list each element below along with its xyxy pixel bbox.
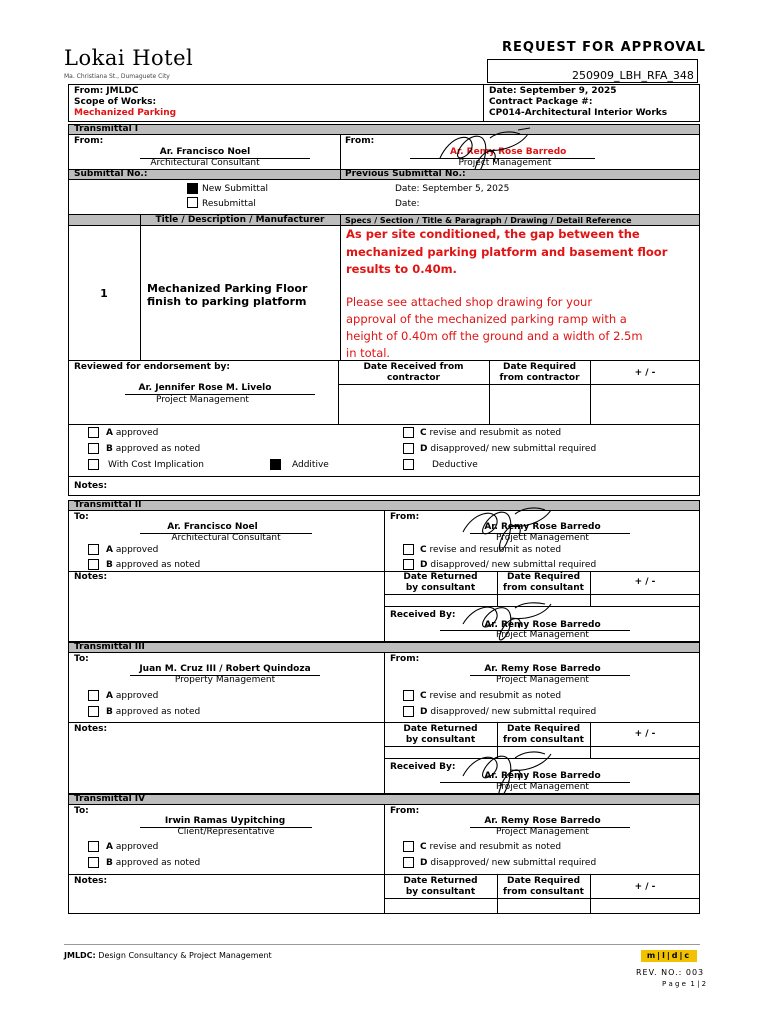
resubmittal-date: Date: [395, 199, 420, 209]
doc-number: 250909_LBH_RFA_348 [572, 69, 694, 82]
t2-received-role: Project Management [496, 630, 589, 640]
t2-to-label: To: [74, 512, 89, 522]
t1-approved-label: A approved [106, 428, 159, 438]
item-desc-line1: Mechanized Parking Floor [147, 282, 308, 295]
t2-date-required-2: from consultant [503, 583, 584, 593]
t2-revise-label: C revise and resubmit as noted [420, 545, 562, 555]
hotel-address: Ma. Christiana St., Dumaguete City [64, 73, 170, 80]
t4-to-name: Irwin Ramas Uypitching [164, 816, 286, 826]
t1-from-name: Ar. Francisco Noel [159, 147, 251, 157]
new-submittal-label: New Submittal [202, 184, 268, 194]
t2-disapproved-label: D disapproved/ new submittal required [420, 560, 597, 570]
transmittal-1-title: Transmittal I [74, 124, 139, 134]
t2-disapproved-checkbox[interactable] [403, 559, 414, 570]
spec-line2: approval of the mechanized parking ramp with a [346, 312, 627, 326]
footer-company: JMLDC: Design Consultancy & Project Management [64, 951, 272, 960]
t2-from-name: Ar. Remy Rose Barredo [484, 522, 601, 532]
t3-revise-checkbox[interactable] [403, 690, 414, 701]
t2-date-required-1: Date Required [506, 572, 581, 582]
t3-from-label: From: [390, 654, 420, 664]
form-title: REQUEST FOR APPROVAL [502, 40, 706, 55]
t3-revise-label: C revise and resubmit as noted [420, 691, 562, 701]
t1-date-received-2: contractor [387, 373, 440, 383]
t3-date-returned-1: Date Returned [403, 724, 478, 734]
item-number: 1 [100, 287, 108, 300]
t2-approved-noted-checkbox[interactable] [88, 559, 99, 570]
t4-revise-checkbox[interactable] [403, 841, 414, 852]
t3-date-returned-2: by consultant [405, 735, 476, 745]
resubmittal-label: Resubmittal [202, 199, 256, 209]
transmittal-3-header [68, 642, 700, 653]
scope-value: Mechanized Parking [74, 108, 177, 118]
t1-notes-label: Notes: [74, 481, 108, 491]
t4-disapproved-checkbox[interactable] [403, 857, 414, 868]
prev-submittal-label: Previous Submittal No.: [345, 169, 466, 179]
t3-disapproved-checkbox[interactable] [403, 706, 414, 717]
transmittal-2-header [68, 500, 700, 511]
spec-bold-line2: mechanized parking platform and basement floor [346, 245, 668, 259]
t1-disapproved-label: D disapproved/ new submittal required [420, 444, 597, 454]
brand-mark: m|l|d|c [641, 950, 697, 962]
t4-approved-noted-checkbox[interactable] [88, 857, 99, 868]
spec-bold-line3: results to 0.40m. [346, 262, 457, 276]
transmittal-1-header [68, 124, 700, 135]
t4-date-required-2: from consultant [503, 887, 584, 897]
t1-revise-label: C revise and resubmit as noted [420, 428, 562, 438]
spec-line4: in total. [346, 346, 391, 360]
t3-received-label: Received By: [390, 762, 456, 772]
transmittal-3-title: Transmittal III [74, 642, 145, 652]
t3-disapproved-label: D disapproved/ new submittal required [420, 707, 597, 717]
t1-cost-checkbox[interactable] [88, 459, 99, 470]
t4-date-required-1: Date Required [506, 876, 581, 886]
spec-line3: height of 0.40m off the ground and a width of 2.5m [346, 329, 643, 343]
t1-disapproved-checkbox[interactable] [403, 443, 414, 454]
t4-to-role: Client/Representative [177, 827, 275, 837]
t3-date-required-1: Date Required [506, 724, 581, 734]
t1-date-required-1: Date Required [502, 362, 577, 372]
t1-additive-label: Additive [292, 460, 329, 470]
t4-date-returned-2: by consultant [405, 887, 476, 897]
t4-disapproved-label: D disapproved/ new submittal required [420, 858, 597, 868]
t2-received-name: Ar. Remy Rose Barredo [484, 620, 601, 630]
reviewed-label: Reviewed for endorsement by: [74, 362, 231, 372]
t4-notes-label: Notes: [74, 876, 108, 886]
t3-to-name: Juan M. Cruz III / Robert Quindoza [139, 664, 311, 674]
t1-cost-label: With Cost Implication [108, 460, 205, 470]
spec-bold-line1: As per site conditioned, the gap between the [346, 227, 640, 241]
t1-additive-checkbox[interactable] [270, 459, 281, 470]
t1-approved-noted-checkbox[interactable] [88, 443, 99, 454]
t1-from2-label: From: [345, 136, 375, 146]
col-title-header: Title / Description / Manufacturer [155, 215, 325, 225]
t4-approved-checkbox[interactable] [88, 841, 99, 852]
t4-from-role: Project Management [496, 827, 589, 837]
t3-notes-label: Notes: [74, 724, 108, 734]
t3-approved-noted-checkbox[interactable] [88, 706, 99, 717]
col-specs-header: Specs / Section / Title & Paragraph / Drawing / Detail Reference [345, 216, 632, 225]
t3-plus-minus: + / - [634, 729, 656, 739]
t2-to-role: Architectural Consultant [171, 533, 281, 543]
t1-from-role: Architectural Consultant [150, 158, 260, 168]
scope-label: Scope of Works: [74, 97, 157, 107]
t1-approved-checkbox[interactable] [88, 427, 99, 438]
from-company: From: JMLDC [74, 86, 139, 96]
t3-from-role: Project Management [496, 675, 589, 685]
t4-to-label: To: [74, 806, 89, 816]
t4-revise-label: C revise and resubmit as noted [420, 842, 562, 852]
transmittal-4-title: Transmittal IV [74, 794, 146, 804]
t1-plus-minus: + / - [634, 368, 656, 378]
reviewer-name: Ar. Jennifer Rose M. Livelo [138, 383, 272, 393]
t3-to-role: Property Management [174, 675, 276, 685]
prev-date: Date: September 5, 2025 [395, 184, 510, 194]
t3-approved-label: A approved [106, 691, 159, 701]
new-submittal-checkbox[interactable] [187, 183, 198, 194]
t2-notes-label: Notes: [74, 572, 108, 582]
t3-approved-checkbox[interactable] [88, 690, 99, 701]
t3-from-name: Ar. Remy Rose Barredo [484, 664, 601, 674]
hotel-logo: Lokai Hotel [64, 46, 194, 70]
submittal-no-label: Submittal No.: [74, 169, 148, 179]
t3-approved-noted-label: B approved as noted [106, 707, 201, 717]
t4-from-label: From: [390, 806, 420, 816]
t1-date-required-2: from contractor [499, 373, 580, 383]
t2-approved-label: A approved [106, 545, 159, 555]
t2-received-label: Received By: [390, 610, 456, 620]
spec-line1: Please see attached shop drawing for your [346, 295, 593, 309]
info-date: Date: September 9, 2025 [489, 86, 617, 96]
t1-deductive-checkbox[interactable] [403, 459, 414, 470]
t2-from-label: From: [390, 512, 420, 522]
revision-number: REV. NO.: 003 [636, 968, 705, 977]
signature-t2-received [455, 600, 575, 648]
t2-revise-checkbox[interactable] [403, 544, 414, 555]
t4-plus-minus: + / - [634, 882, 656, 892]
t2-from-role: Project Management [496, 533, 589, 543]
t4-date-returned-1: Date Returned [403, 876, 478, 886]
t3-date-required-2: from consultant [503, 735, 584, 745]
page-number: P a g e 1 | 2 [662, 980, 707, 988]
reviewer-role: Project Management [156, 395, 249, 405]
resubmittal-checkbox[interactable] [187, 197, 198, 208]
t1-approved-noted-label: B approved as noted [106, 444, 201, 454]
t1-from-label: From: [74, 136, 104, 146]
t2-date-returned-2: by consultant [405, 583, 476, 593]
t1-revise-checkbox[interactable] [403, 427, 414, 438]
t2-date-returned-1: Date Returned [403, 572, 478, 582]
t4-approved-label: A approved [106, 842, 159, 852]
t2-approved-noted-label: B approved as noted [106, 560, 201, 570]
transmittal-2-title: Transmittal II [74, 500, 142, 510]
t4-approved-noted-label: B approved as noted [106, 858, 201, 868]
t2-to-name: Ar. Francisco Noel [167, 522, 258, 532]
contract-value: CP014-Architectural Interior Works [489, 108, 668, 118]
t3-to-label: To: [74, 654, 89, 664]
item-desc-line2: finish to parking platform [147, 295, 307, 308]
t1-date-received-1: Date Received from [363, 362, 464, 372]
t1-from2-name: Ar. Remy Rose Barredo [450, 147, 567, 157]
t4-from-name: Ar. Remy Rose Barredo [484, 816, 601, 826]
t1-from2-role: Project Management [458, 158, 552, 168]
contract-label: Contract Package #: [489, 97, 593, 107]
t1-deductive-label: Deductive [432, 460, 478, 470]
transmittal-4-header [68, 794, 700, 805]
t3-received-role: Project Management [496, 782, 589, 792]
t2-approved-checkbox[interactable] [88, 544, 99, 555]
t2-plus-minus: + / - [634, 577, 656, 587]
t3-received-name: Ar. Remy Rose Barredo [484, 771, 601, 781]
